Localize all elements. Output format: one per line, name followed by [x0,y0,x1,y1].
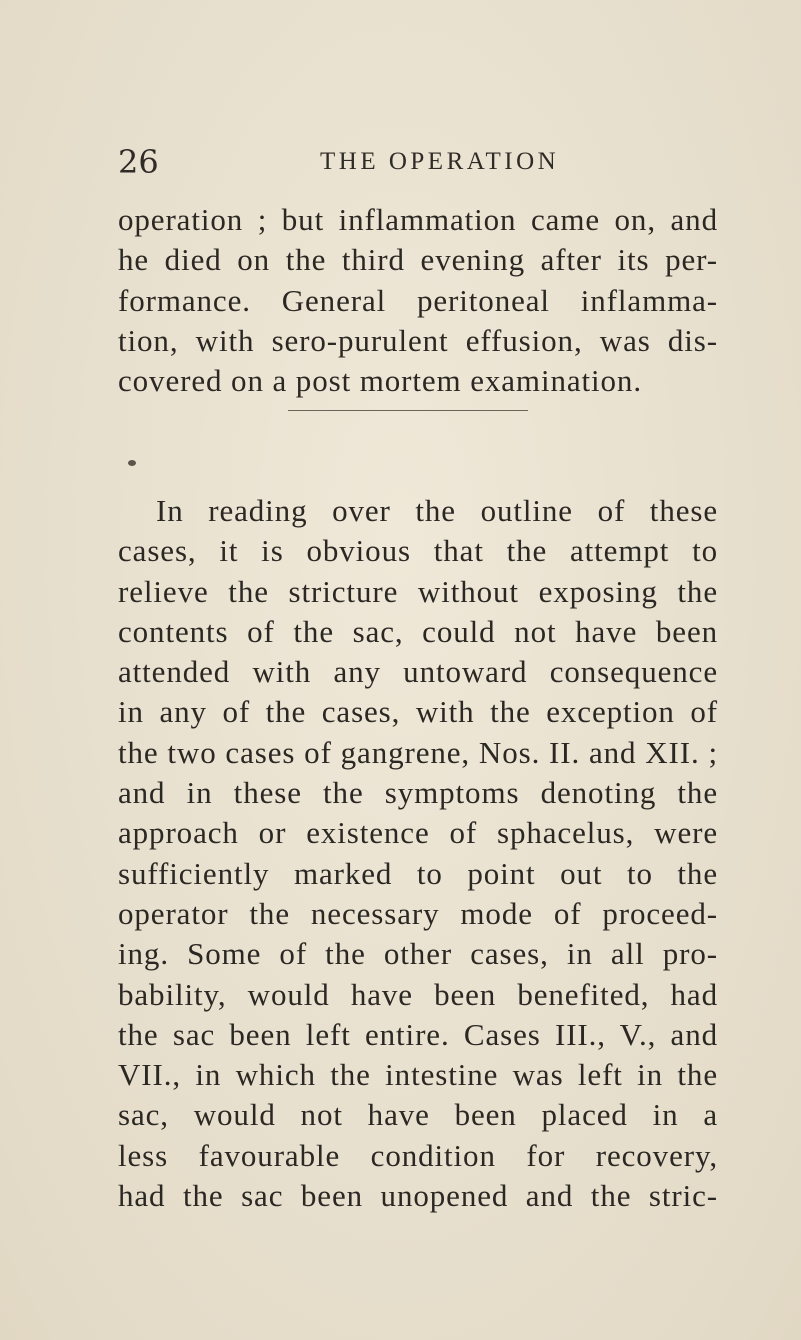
text-line: covered on a post mortem examination. [118,363,642,399]
text-line: attended with any untoward consequence [118,654,718,690]
text-line: less favourable condition for recovery, [118,1137,718,1173]
ink-speck [128,460,136,466]
text-line: the sac been left entire. Cases III., V., and [118,1016,718,1052]
running-head [118,142,718,182]
text-line: and in these the symptoms denoting the [118,775,718,811]
text-line: he died on the third evening after its per- [118,242,718,278]
text-line: sufficiently marked to point out to the [118,855,718,891]
paragraph-1 [118,200,718,401]
text-line: sac, would not have been placed in a [118,1097,718,1133]
paragraph-2 [118,491,718,1216]
text-line: contents of the sac, could not have been [118,613,718,649]
running-title: THE OPERATION [320,148,560,175]
section-divider [288,410,528,411]
text-line: formance. General peritoneal inflamma- [118,282,718,318]
text-line: the two cases of gangrene, Nos. II. and XII. ; [118,734,718,770]
text-line: operator the necessary mode of proceed- [118,895,718,931]
text-line: in any of the cases, with the exception of [118,694,718,730]
text-line: tion, with sero-purulent effusion, was dis- [118,322,718,358]
text-line: had the sac been unopened and the stric- [118,1178,718,1214]
text-line: VII., in which the intestine was left in the [118,1057,718,1093]
page-number: 26 [118,143,159,181]
text-line: bability, would have been benefited, had [118,976,718,1012]
text-line: approach or existence of sphacelus, were [118,815,718,851]
text-line: operation ; but inflammation came on, and [118,202,718,237]
text-line: relieve the stricture without exposing the [118,573,718,609]
text-line: ing. Some of the other cases, in all pro- [118,936,718,972]
text-line: In reading over the outline of these [156,493,718,528]
text-line: cases, it is obvious that the attempt to [118,533,718,569]
